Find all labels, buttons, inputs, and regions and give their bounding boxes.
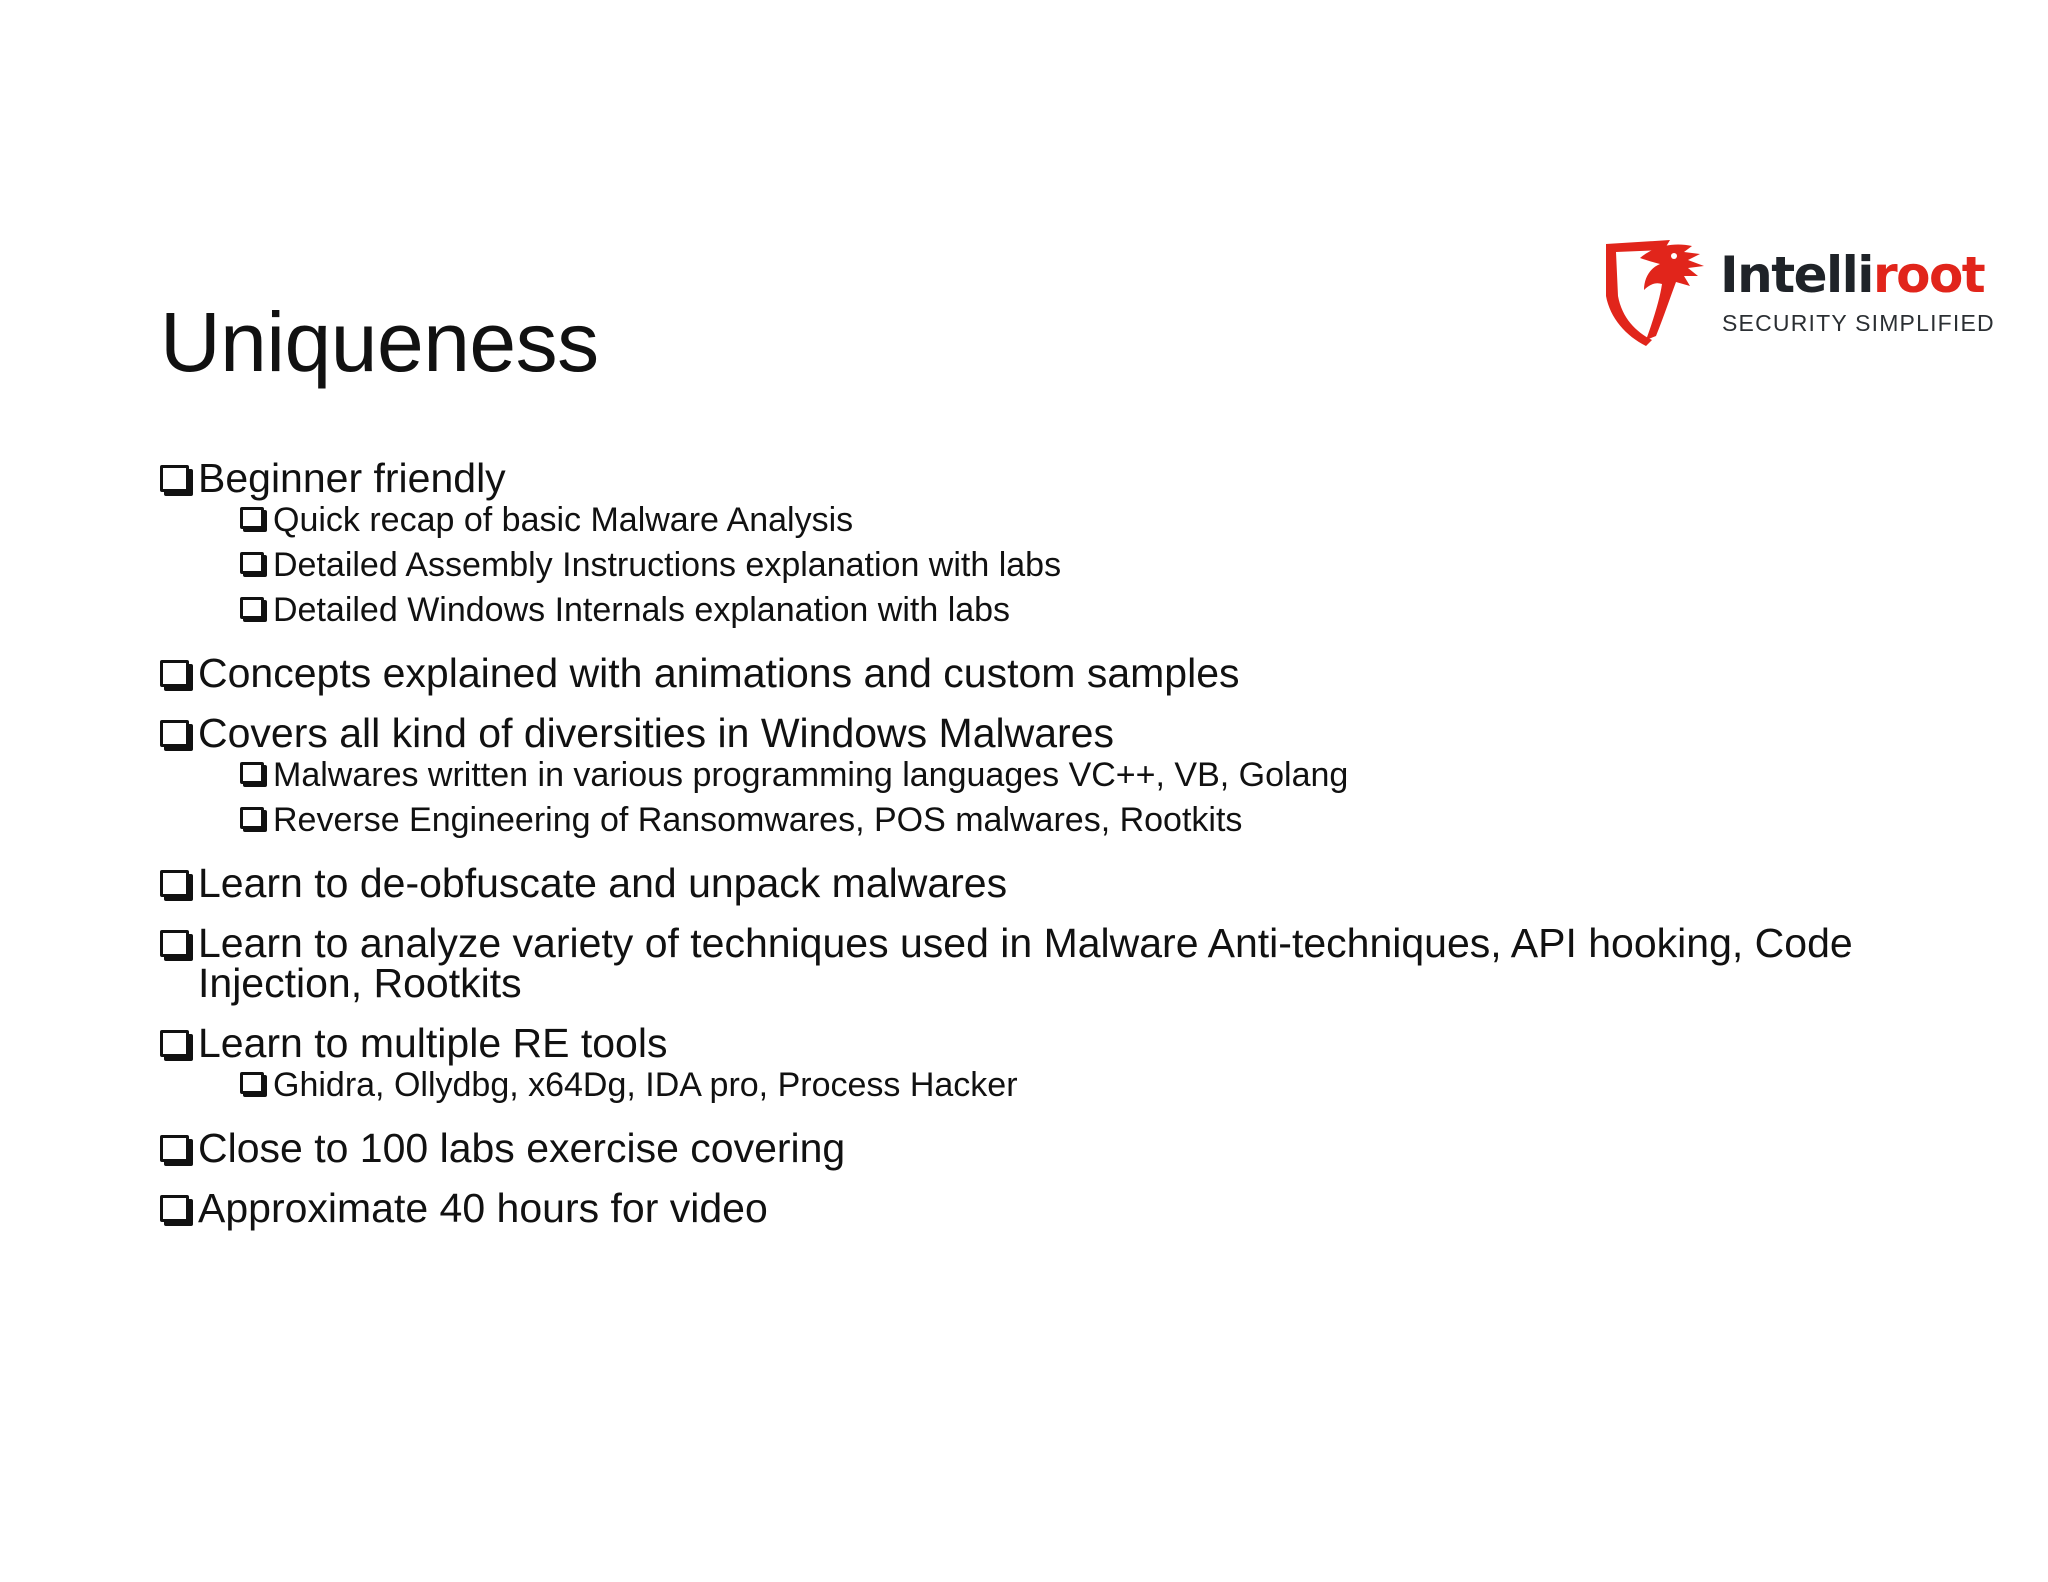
logo-name-red: root xyxy=(1872,246,1985,304)
bullet-item xyxy=(160,1125,1920,1171)
sub-bullet-text: Detailed Windows Internals explanation with labs xyxy=(273,591,1011,629)
sub-bullet-text: Malwares written in various programming languages VC++, VB, Golang xyxy=(273,756,1349,794)
bullet-item xyxy=(160,650,1920,696)
sub-bullet-text: Quick recap of basic Malware Analysis xyxy=(273,501,854,539)
sub-bullet-item xyxy=(160,1063,1920,1108)
bullet-text: Learn to analyze variety of techniques used in Malware Anti-techniques, API hooking, Code Injection, Rootkits xyxy=(198,920,1853,1006)
checkbox-bullet-icon xyxy=(160,465,189,492)
bullet-text: Close to 100 labs exercise covering xyxy=(198,1125,846,1171)
logo-tagline: SECURITY SIMPLIFIED xyxy=(1722,310,1995,336)
bullet-text: Covers all kind of diversities in Windows Malwares xyxy=(198,710,1114,756)
sub-bullet-item xyxy=(160,753,1920,798)
bullet-text: Beginner friendly xyxy=(198,455,506,501)
checkbox-bullet-icon xyxy=(160,930,189,957)
checkbox-bullet-icon xyxy=(240,507,264,529)
checkbox-bullet-icon xyxy=(160,870,189,897)
sub-bullet-text: Reverse Engineering of Ransomwares, POS malwares, Rootkits xyxy=(273,801,1243,839)
checkbox-bullet-icon xyxy=(160,720,189,747)
sub-bullet-item xyxy=(160,588,1920,633)
logo-wordmark xyxy=(1720,246,1985,304)
sub-bullet-text: Detailed Assembly Instructions explanation with labs xyxy=(273,546,1062,584)
checkbox-bullet-icon xyxy=(160,660,189,687)
bullet-item xyxy=(160,1020,1920,1066)
checkbox-bullet-icon xyxy=(240,762,264,784)
bullet-text: Learn to de-obfuscate and unpack malwares xyxy=(198,860,1008,906)
bullet-item xyxy=(160,455,1920,501)
bullet-item xyxy=(160,860,1920,906)
bullet-list xyxy=(160,455,1920,1231)
sub-bullet-item xyxy=(160,498,1920,543)
bullet-text: Learn to multiple RE tools xyxy=(198,1020,668,1066)
checkbox-bullet-icon xyxy=(160,1135,189,1162)
checkbox-bullet-icon xyxy=(240,597,264,619)
bullet-item xyxy=(160,920,1920,1006)
checkbox-bullet-icon xyxy=(240,552,264,574)
eagle-shield-icon xyxy=(1600,236,1710,348)
sub-bullet-item xyxy=(160,543,1920,588)
bullet-text: Approximate 40 hours for video xyxy=(198,1185,768,1231)
bullet-text: Concepts explained with animations and custom samples xyxy=(198,650,1240,696)
intelliroot-logo xyxy=(1600,232,2020,352)
sub-bullet-item xyxy=(160,798,1920,843)
bullet-item xyxy=(160,1185,1920,1231)
checkbox-bullet-icon xyxy=(240,1072,264,1094)
logo-name-dark: Intelli xyxy=(1720,246,1873,304)
sub-bullet-text: Ghidra, Ollydbg, x64Dg, IDA pro, Process Hacker xyxy=(273,1066,1018,1104)
checkbox-bullet-icon xyxy=(240,807,264,829)
slide-title: Uniqueness xyxy=(160,295,599,389)
checkbox-bullet-icon xyxy=(160,1195,189,1222)
checkbox-bullet-icon xyxy=(160,1030,189,1057)
bullet-item xyxy=(160,710,1920,756)
